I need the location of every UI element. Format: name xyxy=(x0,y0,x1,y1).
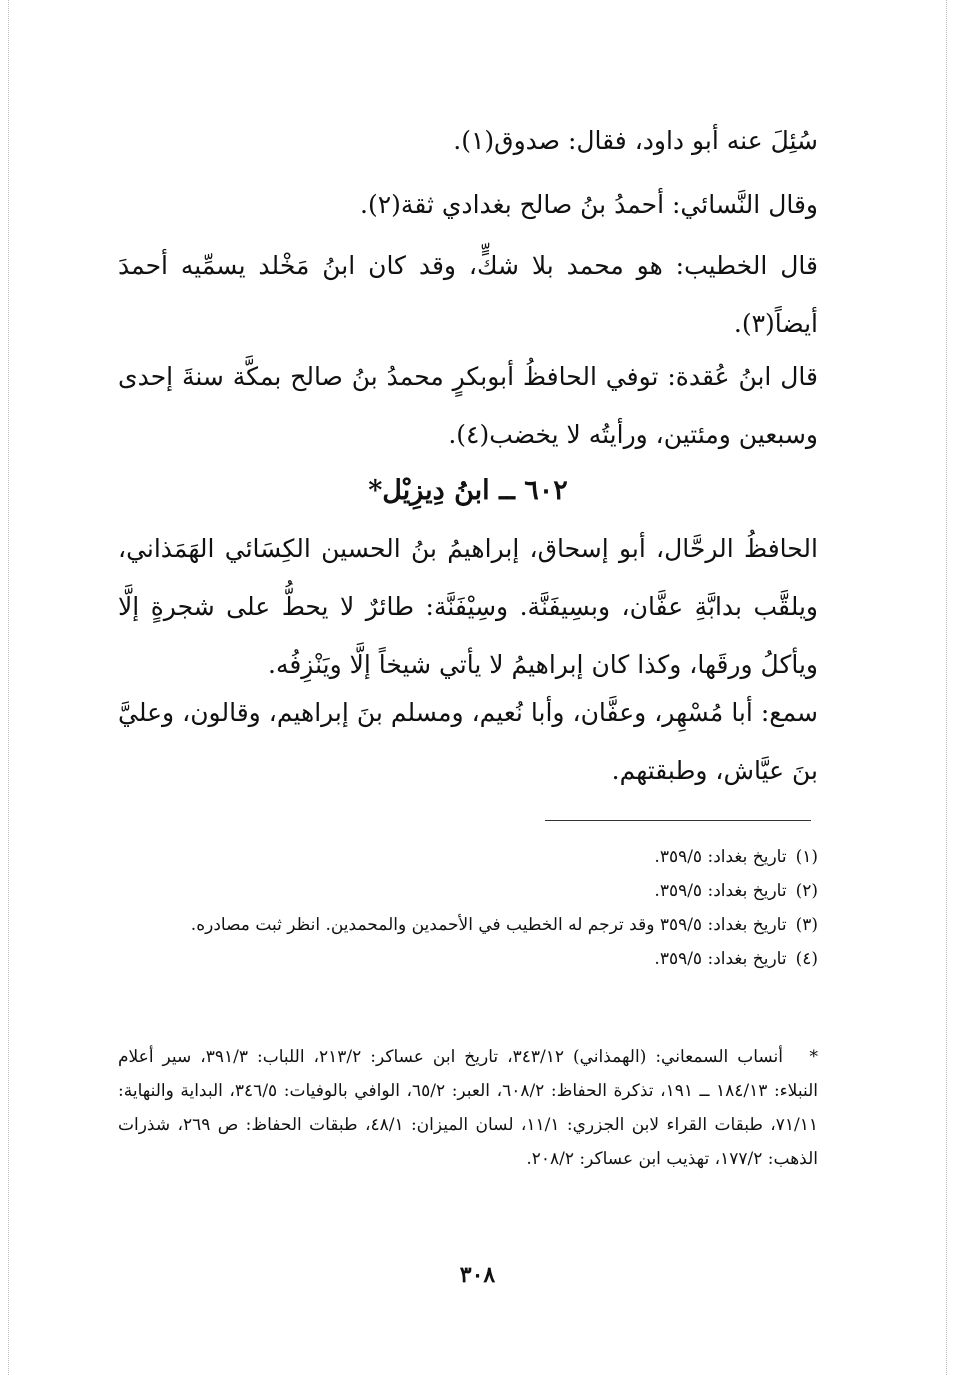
entry-heading: ٦٠٢ ــ ابنُ دِيزِيْل* xyxy=(368,475,568,506)
paragraph-4: قال ابنُ عُقدة: توفي الحافظُ أبوبكرٍ محمدُ بنُ صالح بمكَّة سنةَ إحدى وسبعين ومئتين، ورأيتُه لا يخضب(٤). xyxy=(118,362,818,449)
footnote-3 xyxy=(118,908,818,942)
footnote-marker: (١) xyxy=(795,847,818,867)
footnote-divider xyxy=(545,820,811,821)
footnote-text: تاريخ بغداد: ٣٥٩/٥. xyxy=(654,881,787,901)
scan-edge-left xyxy=(8,0,9,1375)
footnote-marker: (٣) xyxy=(795,915,818,935)
paragraph-1: سُئِلَ عنه أبو داود، فقال: صدوق(١). xyxy=(453,126,818,155)
footnote-list xyxy=(118,840,818,976)
entry-paragraph-1: الحافظُ الرحَّال، أبو إسحاق، إبراهيمُ بنُ الحسين الكِسَائي الهَمَذاني، ويلقَّب بدابَّةِ عفَّان، وبسِيفَنَّة. وسِيْفَنَّة: طائرٌ لا يحطُّ على شجرةٍ إلَّا ويأكلُ ورقَها، وكذا كان إبراهيمُ لا يأتي شيخاً إلَّا ويَنْزِفُه. xyxy=(118,534,818,679)
source-note-text: أنساب السمعاني: (الهمذاني) ٣٤٣/١٢، تاريخ ابن عساكر: ٢١٣/٢، اللباب: ٣٩١/٣، سير أعلام النبلاء: ١٨٤/١٣ ــ ١٩١، تذكرة الحفاظ: ٦٠٨/٢، العبر: ٦٥/٢، الوافي بالوفيات: ٣٤٦/٥، البداية والنهاية: ٧١/١١، طبقات القراء لابن الجزري: ١١/١، لسان الميزان: ٤٨/١، طبقات الحفاظ: ص ٢٦٩، شذرات الذهب: ١٧٧/٢، تهذيب ابن عساكر: ٢٠٨/٢. xyxy=(118,1047,819,1169)
source-note-marker: * xyxy=(809,1047,818,1067)
footnote-text: تاريخ بغداد: ٣٥٩/٥ وقد ترجم له الخطيب في الأحمدين والمحمدين. انظر ثبت مصادره. xyxy=(190,915,787,935)
footnote-1 xyxy=(118,840,818,874)
footnote-text: تاريخ بغداد: ٣٥٩/٥. xyxy=(654,847,787,867)
entry-paragraph-2: سمع: أبا مُسْهِر، وعفَّان، وأبا نُعيم، ومسلم بنَ إبراهيم، وقالون، وعليَّ بنَ عيَّاش، وطبقتهم. xyxy=(118,698,818,785)
footnote-marker: (٢) xyxy=(795,881,818,901)
footnote-marker: (٤) xyxy=(795,949,818,969)
source-note xyxy=(118,1040,818,1176)
paragraph-3: قال الخطيب: هو محمد بلا شكٍّ، وقد كان ابنُ مَخْلد يسمِّيه أحمدَ أيضاً(٣). xyxy=(118,251,818,338)
page-number: ٣٠٨ xyxy=(459,1262,496,1288)
footnote-text: تاريخ بغداد: ٣٥٩/٥. xyxy=(654,949,787,969)
footnote-4 xyxy=(118,942,818,976)
footnote-2 xyxy=(118,874,818,908)
paragraph-2: وقال النَّسائي: أحمدُ بنُ صالح بغدادي ثقة(٢). xyxy=(360,190,818,219)
scan-edge-right xyxy=(946,0,947,1375)
